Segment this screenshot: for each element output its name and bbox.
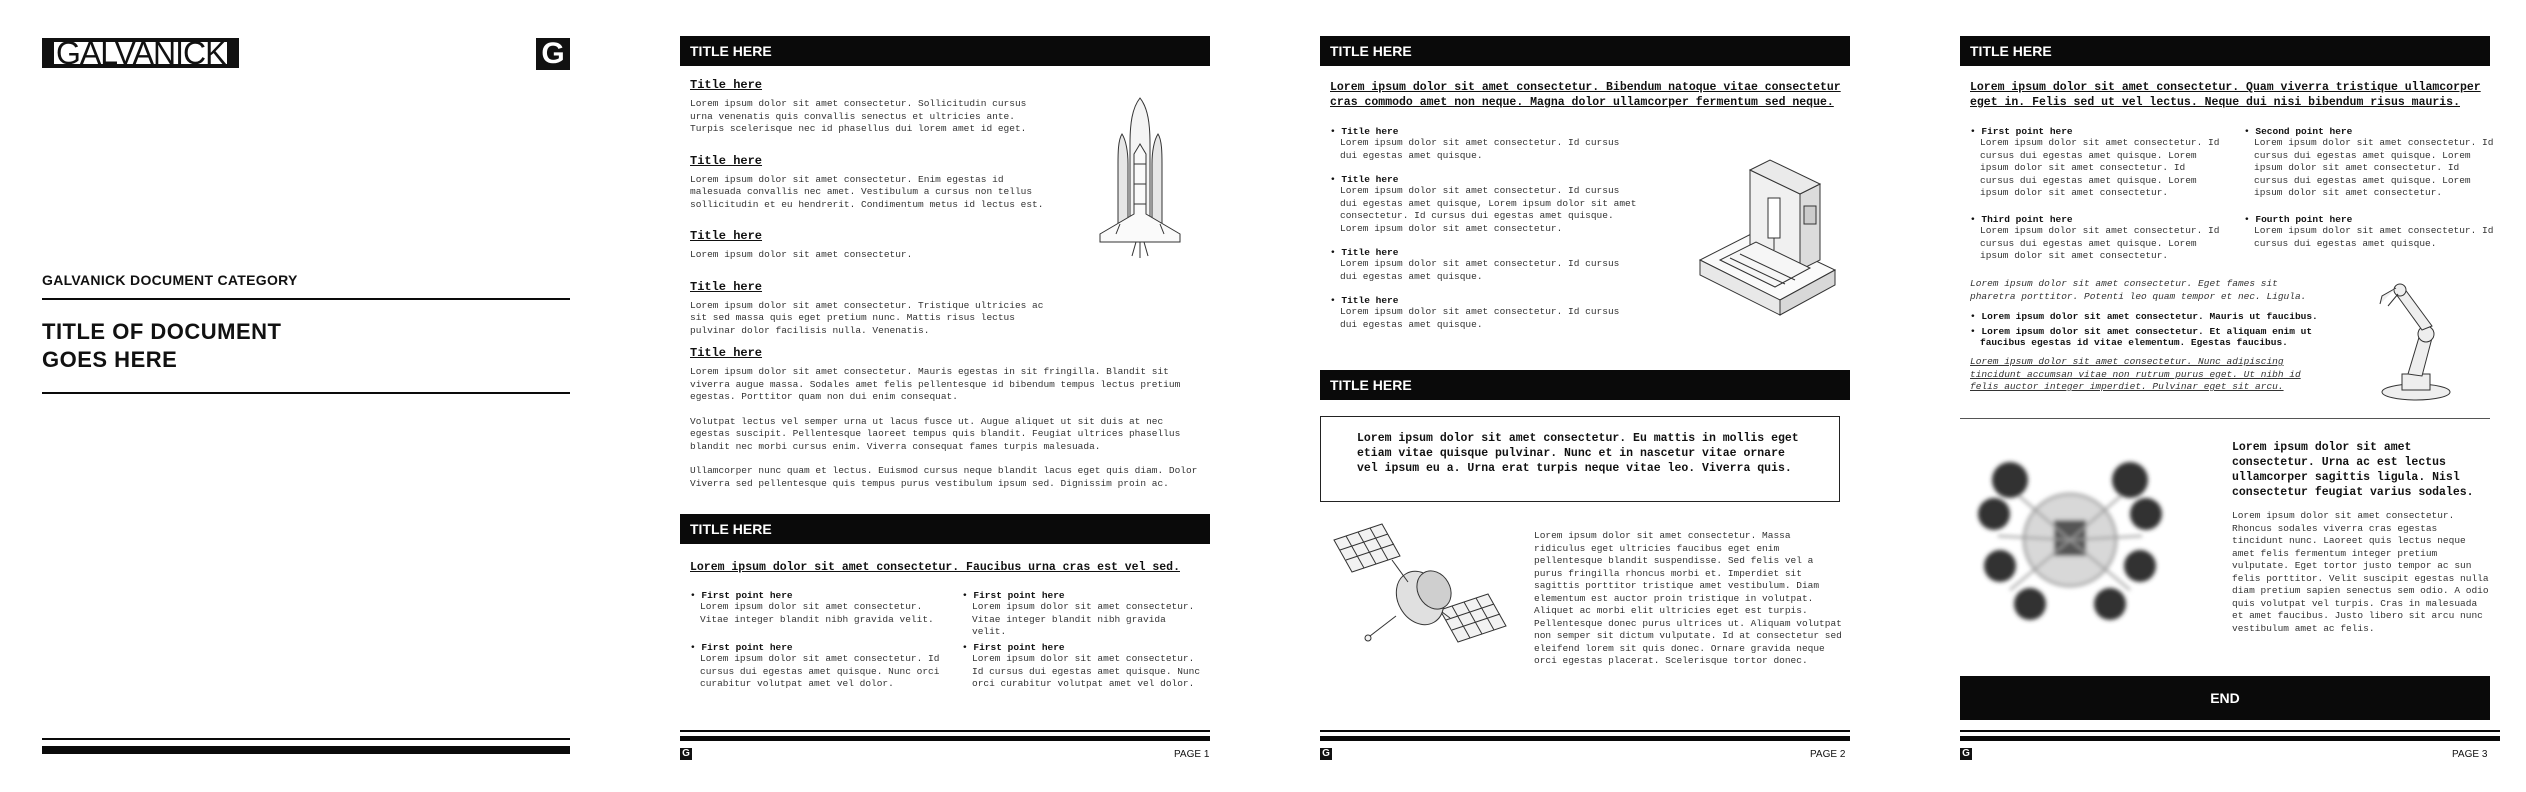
list-item: • Title here Lorem ipsum dolor sit amet consectetur. Id cursus dui egestas amet quisque. (1330, 126, 1640, 162)
item-list (1330, 126, 1640, 331)
page-number: PAGE 2 (1810, 749, 1846, 760)
list-item: Title here Lorem ipsum dolor sit amet consectetur. Mauris egestas in sit fringilla. Blandit sit viverra augue massa. Sodales amet felis pellentesque id bibendum tempus lectus pretium egestas. Porttitor quam non dui enim consequat. Volutpat lectus vel semper urna ut lacus fusce ut. Augue aliquet ut sit duis at nec egestas suscipit. Pellentesque laoreet tempus quis blandit. Feugiat ultrices phasellus blandit nec morbi cursus enim. Viverra consequat fames turpis malesuada. Ullamcorper nunc quam et lectus. Euismod cursus neque blandit lacus eget quis diam. Dolor Viverra sed pellentesque quis tempus purus vestibulum ipsum sed. Dignissim proin ac. (690, 346, 1198, 489)
item-list (690, 78, 1050, 355)
section-title-bar: TITLE HERE (1320, 370, 1850, 400)
blurred-diagram (1970, 440, 2170, 640)
satellite-illustration (1330, 520, 1510, 650)
point-item: • First point here Lorem ipsum dolor sit amet consectetur. Vitae integer blandit nibh gravida velit. (962, 590, 1202, 639)
page-2 (1320, 0, 1850, 792)
section-title-bar: TITLE HERE (1320, 36, 1850, 66)
space-shuttle-illustration (1080, 94, 1200, 264)
footer-logo-icon: G (1320, 748, 1332, 760)
document-category: GALVANICK DOCUMENT CATEGORY (42, 272, 298, 288)
side-column: Lorem ipsum dolor sit amet consectetur. Urna ac est lectus ullamcorper sagittis ligula. Nisl consectetur feugiat varius sodales. Lorem ipsum dolor sit amet consectetur. Rhoncus sodales viverra cras egestas tincidunt nunc. Laoreet quis lectus neque amet felis fermentum integer pretium vulputate. Eget tortor justo tempor ac sun felis porttitor. Velit suscipit egestas nulla diam pretium sapien senectus sem odio. A odio quis volutpat vel turpis. Cras in malesuada et amet faucibus. Justo libero sit arcu nunc vestibulum amet ac felis. (2232, 441, 2489, 634)
page-number: PAGE 1 (1174, 749, 1210, 760)
body-text: Lorem ipsum dolor sit amet consectetur. Massa ridiculus eget ultricies faucibus eget enim pellentesque blandit suspendisse. Sed felis vel a purus fringilla rhoncus morbi et. Imperdiet sit sagittis porttitor tristique amet vestibulum. Diam elementum est auctor proin tristique in volutpat. Aliquet ac morbi elit ultricies eget est turpis. Pellentesque donec purus ultrices ut. Aliquam volutpat non semper sit dictum vulputate. Id at consectetur sed eleifend lorem sit quis donec. Ornare gravida neque orci egestas placerat. Scelerisque tortor donec. (1534, 530, 1842, 666)
list-item: • Title here Lorem ipsum dolor sit amet consectetur. Id cursus dui egestas amet quisque. (1330, 247, 1640, 283)
point-item: • Fourth point here Lorem ipsum dolor sit amet consectetur. Id cursus dui egestas amet quisque. (2244, 214, 2494, 250)
page-3 (1960, 0, 2500, 792)
callout-box: Lorem ipsum dolor sit amet consectetur. Eu mattis in mollis eget etiam vitae quisque pulvinar. Nunc et in nascetur vitae ornare vel ipsum eu a. Urna erat turpis neque vitae leo. Viverra quis. (1320, 416, 1840, 502)
point-item: • Second point here Lorem ipsum dolor sit amet consectetur. Id cursus dui egestas amet quisque. Lorem ipsum dolor sit amet consectetur. Id cursus dui egestas amet quisque. Lorem ipsum dolor sit amet consectetur. (2244, 126, 2494, 200)
point-item: • First point here Lorem ipsum dolor sit amet consectetur. Id cursus dui egestas amet quisque. Lorem ipsum dolor sit amet consectetur. Id cursus dui egestas amet quisque. Lorem ipsum dolor sit amet consectetur. (1970, 126, 2220, 200)
text-block: Lorem ipsum dolor sit amet consectetur. Eget fames sit pharetra porttitor. Potenti leo quam tempor et nec. Ligula. • Lorem ipsum dolor sit amet consectetur. Mauris ut faucibus. • Lorem ipsum dolor sit amet consectetur. Et aliquam enim ut faucibus egestas id vitae elementum. Egestas faucibus. Lorem ipsum dolor sit amet consectetur. Nunc adipiscing tincidunt accumsan vitae non rutrum purus eget. Ut nibh id felis auctor integer imperdiet. Pulvinar eget sit arcu. (1970, 278, 2325, 394)
list-item: Title here Lorem ipsum dolor sit amet consectetur. Enim egestas id malesuada convallis nec amet. Vestibulum a cursus non tellus sollicitudin et eu hendrerit. Condimentum metus id lectus est. (690, 153, 1044, 210)
section-title-bar: TITLE HERE (1960, 36, 2490, 66)
footer-logo-icon: G (680, 748, 692, 760)
end-banner: END (1960, 676, 2490, 720)
document-title: TITLE OF DOCUMENT GOES HERE (42, 319, 282, 372)
point-item: • Third point here Lorem ipsum dolor sit amet consectetur. Id cursus dui egestas amet quisque. Lorem ipsum dolor sit amet consectetur. (1970, 214, 2220, 263)
section-lead: Lorem ipsum dolor sit amet consectetur. Bibendum natoque vitae consectetur cras commodo amet non neque. Magna dolor ullamcorper fermentum sed neque. (1330, 81, 1841, 109)
point-item: • First point here Lorem ipsum dolor sit amet consectetur. Vitae integer blandit nibh gravida velit. (690, 590, 940, 626)
footer-logo-icon: G (1960, 748, 1972, 760)
list-item: Title here Lorem ipsum dolor sit amet consectetur. Sollicitudin cursus urna venenatis quis convallis senectus et ultricies ante. Turpis scelerisque nec id phasellus dui lorem amet id eget. (690, 78, 1027, 134)
brand-logo (42, 35, 239, 71)
point-item: • First point here Lorem ipsum dolor sit amet consectetur. Id cursus dui egestas amet quisque. Nunc orci curabitur volutpat amet vel dolor. (962, 642, 1202, 691)
page-number: PAGE 3 (2452, 749, 2488, 760)
list-item: Title here Lorem ipsum dolor sit amet consectetur. Tristique ultricies ac sit sed massa quis eget pretium nunc. Mattis risus lectus pulvinar dolor facilisis nulla. Venenatis. (690, 279, 1044, 336)
section-lead: Lorem ipsum dolor sit amet consectetur. Faucibus urna cras est vel sed. (690, 561, 1180, 574)
list-item: Title here Lorem ipsum dolor sit amet consectetur. (690, 229, 913, 260)
list-item: • Title here Lorem ipsum dolor sit amet consectetur. Id cursus dui egestas amet quisque. (1330, 295, 1640, 331)
cover-page (0, 0, 600, 792)
page-1 (680, 0, 1210, 792)
section-title-bar: TITLE HERE (680, 36, 1210, 66)
section-title-bar: TITLE HERE (680, 514, 1210, 544)
brand-name: GALVANICK (56, 35, 226, 71)
section-lead: Lorem ipsum dolor sit amet consectetur. Quam viverra tristique ullamcorper eget in. Felis sed ut vel lectus. Neque dui nisi bibendum risus mauris. (1970, 81, 2481, 109)
point-item: • First point here Lorem ipsum dolor sit amet consectetur. Id cursus dui egestas amet quisque. Nunc orci curabitur volutpat amet vel dolor. (690, 642, 940, 691)
cnc-machine-illustration (1690, 150, 1840, 320)
list-item: • Title here Lorem ipsum dolor sit amet consectetur. Id cursus dui egestas amet quisque, Lorem ipsum dolor sit amet consectetur. Id cursus dui egestas amet quisque. Lorem ipsum dolor sit amet consectetur. (1330, 174, 1640, 235)
robotic-arm-illustration (2356, 274, 2476, 404)
brand-mark-icon: G (536, 38, 570, 70)
